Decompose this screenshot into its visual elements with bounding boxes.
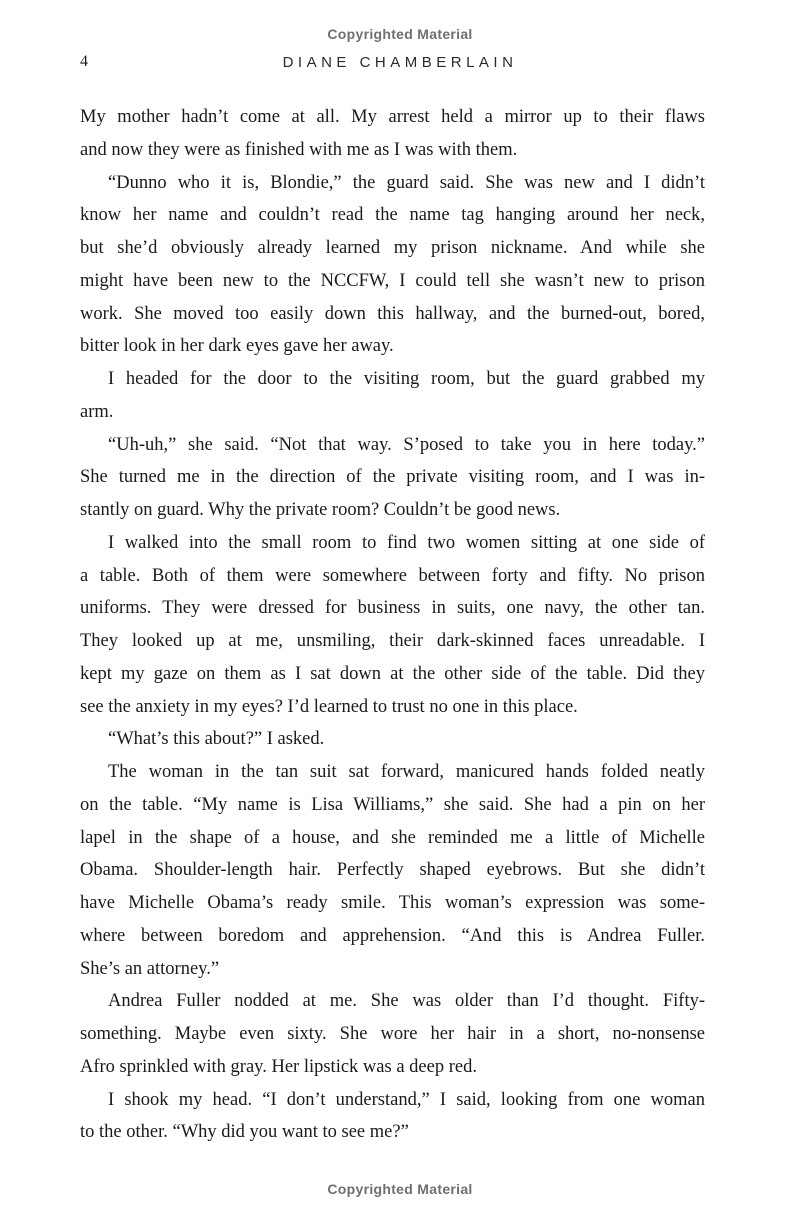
text-line: “Dunno who it is, Blondie,” the guard said. She was new and I didn’t: [108, 172, 705, 193]
text-line: I walked into the small room to find two women sitting at one side of: [108, 532, 705, 553]
text-line: The woman in the tan suit sat forward, manicured hands folded neatly: [108, 762, 705, 782]
text-line: see the anxiety in my eyes? I’d learned to trust no one in this place.: [80, 696, 578, 717]
text-line: I shook my head. “I don’t understand,” I said, looking from one woman: [108, 1089, 705, 1110]
text-line: something. Maybe even sixty. She wore her hair in a short, no-nonsense: [80, 1024, 705, 1044]
page-number: 4: [80, 53, 88, 70]
text-line: might have been new to the NCCFW, I could tell she wasn’t new to prison: [80, 270, 705, 291]
text-line: My mother hadn’t come at all. My arrest held a mirror up to their flaws: [80, 107, 705, 127]
text-line: to the other. “Why did you want to see me?”: [80, 1122, 409, 1143]
text-line: have Michelle Obama’s ready smile. This woman’s expression was some-: [80, 893, 705, 913]
body-text: [80, 101, 705, 1149]
text-line: “What’s this about?” I asked.: [108, 729, 325, 750]
text-line: kept my gaze on them as I sat down at the other side of the table. Did they: [80, 663, 705, 684]
text-line: She turned me in the direction of the private visiting room, and I was in-: [80, 467, 705, 488]
copyright-notice-bottom: Copyrighted Material: [327, 1181, 473, 1197]
text-line: Afro sprinkled with gray. Her lipstick was a deep red.: [80, 1056, 477, 1077]
text-line: They looked up at me, unsmiling, their dark-skinned faces unreadable. I: [80, 631, 705, 651]
text-line: I headed for the door to the visiting room, but the guard grabbed my: [108, 369, 705, 389]
text-line: uniforms. They were dressed for business in suits, one navy, the other tan.: [80, 598, 705, 619]
text-line: work. She moved too easily down this hallway, and the burned-out, bored,: [80, 303, 705, 324]
text-line: She’s an attorney.”: [80, 958, 220, 979]
text-line: Obama. Shoulder-length hair. Perfectly shaped eyebrows. But she didn’t: [80, 860, 705, 881]
text-line: but she’d obviously already learned my prison nickname. And while she: [80, 238, 705, 258]
copyright-notice-top: Copyrighted Material: [327, 26, 473, 42]
text-line: and now they were as finished with me as I was with them.: [80, 139, 518, 160]
text-line: Andrea Fuller nodded at me. She was older than I’d thought. Fifty-: [108, 991, 705, 1012]
text-line: bitter look in her dark eyes gave her away.: [80, 336, 394, 357]
text-line: arm.: [80, 401, 114, 422]
text-line: where between boredom and apprehension. “And this is Andrea Fuller.: [80, 925, 705, 946]
text-line: “Uh-uh,” she said. “Not that way. S’posed to take you in here today.”: [108, 434, 705, 455]
running-header-author: DIANE CHAMBERLAIN: [282, 54, 518, 71]
text-line: know her name and couldn’t read the name tag hanging around her neck,: [80, 205, 705, 226]
text-line: lapel in the shape of a house, and she reminded me a little of Michelle: [80, 827, 705, 848]
page-header: [0, 53, 800, 73]
text-line: on the table. “My name is Lisa Williams,” she said. She had a pin on her: [80, 794, 705, 815]
text-line: stantly on guard. Why the private room? Couldn’t be good news.: [80, 500, 561, 520]
text-line: a table. Both of them were somewhere between forty and fifty. No prison: [80, 565, 705, 586]
